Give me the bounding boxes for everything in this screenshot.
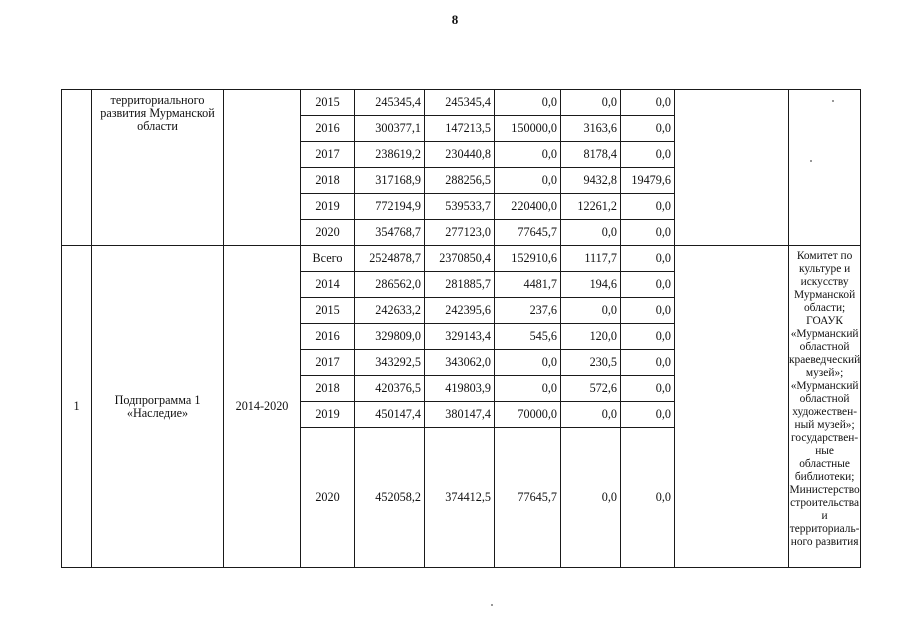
year-cell: 2018 [301,168,355,194]
year-cell: 2018 [301,376,355,402]
source1-cell: 380147,4 [425,402,495,428]
source3-cell: 572,6 [561,376,621,402]
source1-cell: 242395,6 [425,298,495,324]
total-cell: 2524878,7 [355,246,425,272]
source1-cell: 281885,7 [425,272,495,298]
total-cell: 238619,2 [355,142,425,168]
source4-cell: 0,0 [621,116,675,142]
source2-cell: 220400,0 [495,194,561,220]
period-cell: 2014-2020 [224,246,301,568]
source1-cell: 147213,5 [425,116,495,142]
year-cell: 2015 [301,298,355,324]
total-cell: 772194,9 [355,194,425,220]
responsible-cell: Комитет по культуре и искусству Мурманской области; ГОАУК «Мурманский областной краеведческий музей»; «Мурманский областной художествен-ный музей»; государствен-ные областные библиотеки; Министерство строительства и территориаль-ного развития [789,246,861,568]
source4-cell: 0,0 [621,272,675,298]
year-cell: 2016 [301,116,355,142]
source2-cell: 0,0 [495,142,561,168]
source1-cell: 419803,9 [425,376,495,402]
source3-cell: 1117,7 [561,246,621,272]
total-cell: 300377,1 [355,116,425,142]
total-cell: 329809,0 [355,324,425,350]
total-cell: 452058,2 [355,428,425,568]
source2-cell: 4481,7 [495,272,561,298]
source1-cell: 343062,0 [425,350,495,376]
source3-cell: 194,6 [561,272,621,298]
source4-cell: 0,0 [621,142,675,168]
table-row [62,90,861,116]
total-cell: 450147,4 [355,402,425,428]
total-cell: 354768,7 [355,220,425,246]
source1-cell: 288256,5 [425,168,495,194]
year-cell: 2016 [301,324,355,350]
page-number: 8 [451,12,459,27]
source1-cell: 329143,4 [425,324,495,350]
period-cell [224,90,301,246]
source4-cell: 0,0 [621,350,675,376]
row-number-cell [62,90,92,246]
source4-cell: 0,0 [621,246,675,272]
funding-table [61,89,861,568]
source2-cell: 77645,7 [495,428,561,568]
total-cell: 242633,2 [355,298,425,324]
source4-cell: 0,0 [621,194,675,220]
total-cell: 286562,0 [355,272,425,298]
source2-cell: 150000,0 [495,116,561,142]
source2-cell: 0,0 [495,168,561,194]
row-number-cell: 1 [62,246,92,568]
source3-cell: 8178,4 [561,142,621,168]
year-cell: 2020 [301,428,355,568]
source1-cell: 230440,8 [425,142,495,168]
source2-cell: 70000,0 [495,402,561,428]
source2-cell: 545,6 [495,324,561,350]
source1-cell: 277123,0 [425,220,495,246]
year-cell: 2019 [301,402,355,428]
source1-cell: 539533,7 [425,194,495,220]
year-cell: 2014 [301,272,355,298]
source3-cell: 0,0 [561,428,621,568]
source1-cell: 2370850,4 [425,246,495,272]
year-cell: 2019 [301,194,355,220]
source1-cell: 374412,5 [425,428,495,568]
source3-cell: 120,0 [561,324,621,350]
source4-cell: 0,0 [621,402,675,428]
source4-cell: 0,0 [621,220,675,246]
responsible-cell [789,90,861,246]
year-cell: Всего [301,246,355,272]
source2-cell: 0,0 [495,350,561,376]
total-cell: 245345,4 [355,90,425,116]
year-cell: 2017 [301,142,355,168]
year-cell: 2020 [301,220,355,246]
source1-cell: 245345,4 [425,90,495,116]
source4-cell: 19479,6 [621,168,675,194]
source2-cell: 152910,6 [495,246,561,272]
source4-cell: 0,0 [621,376,675,402]
source2-cell: 0,0 [495,376,561,402]
year-cell: 2015 [301,90,355,116]
table-row [62,246,861,272]
source3-cell: 0,0 [561,90,621,116]
source2-cell: 237,6 [495,298,561,324]
source3-cell: 0,0 [561,220,621,246]
source3-cell: 230,5 [561,350,621,376]
source3-cell: 0,0 [561,402,621,428]
total-cell: 420376,5 [355,376,425,402]
source2-cell: 0,0 [495,90,561,116]
source3-cell: 9432,8 [561,168,621,194]
program-name-cell: территориального развития Мурманской области [92,90,224,246]
source4-cell: 0,0 [621,324,675,350]
source3-cell: 12261,2 [561,194,621,220]
indicator-cell [675,246,789,568]
source4-cell: 0,0 [621,298,675,324]
source4-cell: 0,0 [621,428,675,568]
source3-cell: 0,0 [561,298,621,324]
year-cell: 2017 [301,350,355,376]
total-cell: 317168,9 [355,168,425,194]
source4-cell: 0,0 [621,90,675,116]
indicator-cell [675,90,789,246]
source3-cell: 3163,6 [561,116,621,142]
program-name-cell: Подпрограмма 1 «Наследие» [92,246,224,568]
source2-cell: 77645,7 [495,220,561,246]
total-cell: 343292,5 [355,350,425,376]
